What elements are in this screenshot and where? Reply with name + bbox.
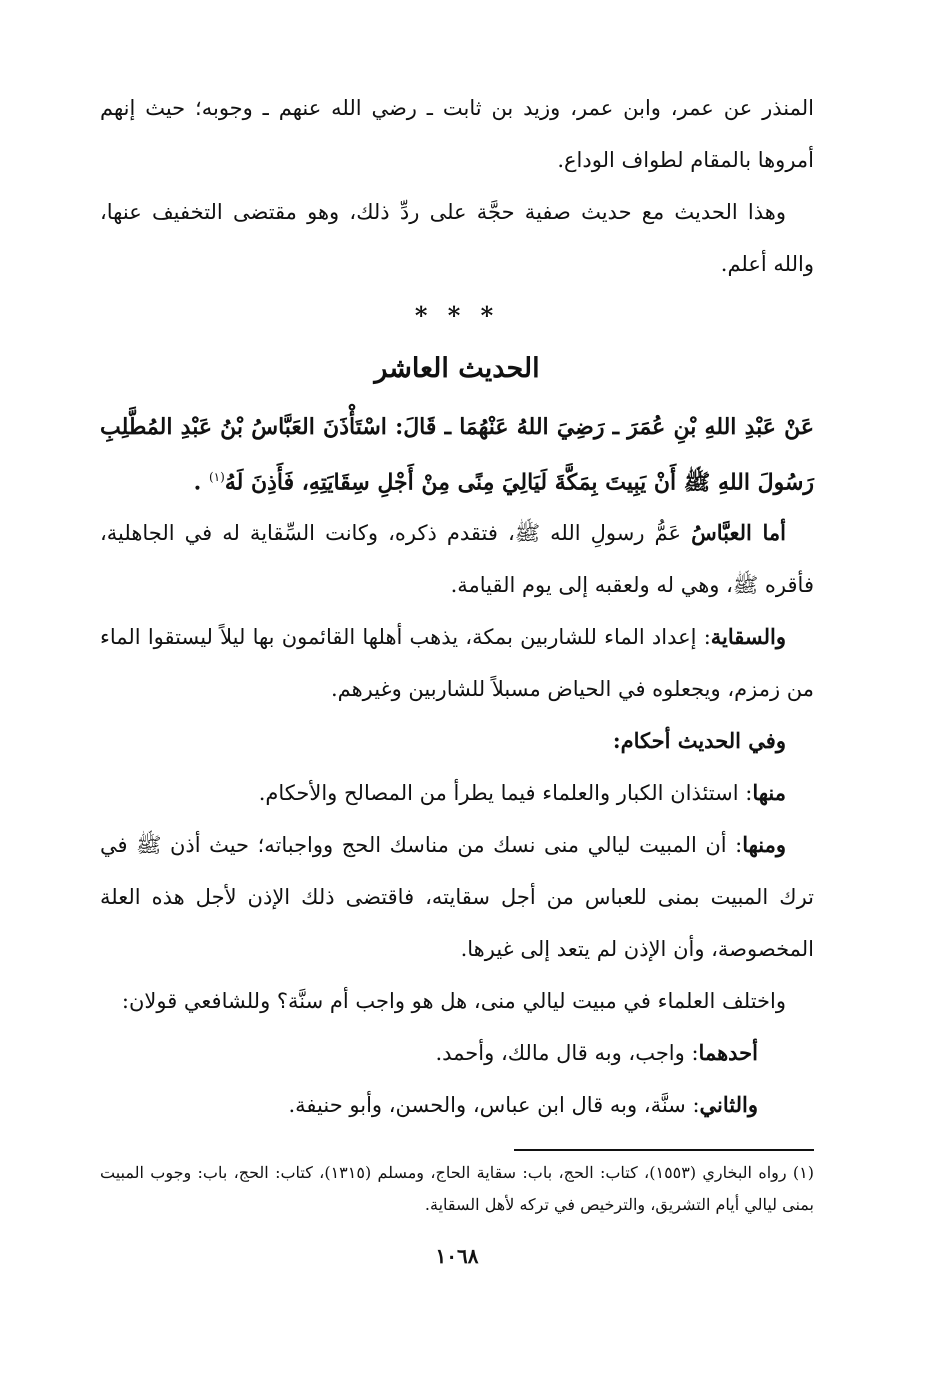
- hadith-end: .: [193, 469, 209, 496]
- footnote-divider: [514, 1149, 814, 1151]
- paragraph-abbas: [100, 507, 814, 611]
- paragraph-opinion-1: [100, 1027, 814, 1079]
- paragraph-safiyya: وهذا الحديث مع حديث صفية حجَّة على ردِّ ذلك، وهو مقتضى التخفيف عنها، والله أعلم.: [100, 200, 814, 276]
- section-separator: * * *: [414, 301, 500, 330]
- siqaya-rest: : إعداد الماء للشاربين بمكة، يذهب أهلها القائمون بها ليلاً ليستقوا الماء من زمزم، ويجعلوه في الحياض مسبلاً للشاربين وغيرهم.: [100, 625, 814, 702]
- document-page: [100, 82, 814, 1271]
- opinion1-rest: : واجب، وبه قال مالك، وأحمد.: [435, 1041, 699, 1066]
- siqaya-lead: والسقاية: [710, 624, 786, 650]
- paragraph-ruling-1: [100, 767, 814, 819]
- footnote-marker: (١): [208, 470, 225, 484]
- ruling2-lead: ومنها: [742, 832, 786, 858]
- opinion1-lead: أحدهما: [698, 1040, 758, 1066]
- ruling1-lead: منها: [752, 780, 786, 806]
- hadith-body: عَنْ عَبْدِ اللهِ بْنِ عُمَرَ ـ رَضِيَ اللهُ عَنْهُمَا ـ قَالَ: اسْتَأْذَنَ العَبَّاسُ بْنُ عَبْدِ المُطَّلِبِ رَسُولَ اللهِ ﷺ أَنْ يَبِيتَ بِمَكَّةَ لَيَالِيَ مِنًى مِنْ أَجْلِ سِقَايَتِهِ، فَأَذِنَ لَهُ: [100, 414, 814, 496]
- abbas-rest: عَمُّ رسولِ الله ﷺ، فتقدم ذكره، وكانت السِّقاية له في الجاهلية، فأقره ﷺ، وهي له ولعقبه إلى يوم القيامة.: [100, 521, 814, 598]
- page-number: ١٠٦٨: [435, 1244, 479, 1269]
- hadith-heading: الحديث العاشر: [374, 353, 540, 384]
- hadith-text: [100, 402, 814, 507]
- opinion2-rest: : سنَّة، وبه قال ابن عباس، والحسن، وأبو حنيفة.: [288, 1093, 700, 1118]
- paragraph-continuation: المنذر عن عمر، وابن عمر، وزيد بن ثابت ـ رضي الله عنهم ـ وجوبه؛ حيث إنهم أمروها بالمقام لطواف الوداع.: [100, 96, 814, 172]
- paragraph-siqaya: [100, 611, 814, 715]
- ahkam-title: وفي الحديث أحكام:: [612, 728, 786, 754]
- paragraph-ruling-2: [100, 819, 814, 975]
- opinion2-lead: والثاني: [699, 1092, 758, 1118]
- paragraph-opinion-2: [100, 1079, 814, 1131]
- footnote-text: (١) رواه البخاري (١٥٥٣)، كتاب: الحج، باب: سقاية الحاج، ومسلم (١٣١٥)، كتاب: الحج، باب: وجوب المبيت بمنى ليالي أيام التشريق، والترخيص في تركه لأهل السقاية.: [100, 1163, 815, 1215]
- ruling1-rest: : استئذان الكبار والعلماء فيما يطرأ من المصالح والأحكام.: [258, 781, 753, 806]
- paragraph-ikhtilaf: واختلف العلماء في مبيت ليالي منى، هل هو واجب أم سنَّة؟ وللشافعي قولان:: [121, 989, 786, 1014]
- abbas-lead: أما العبَّاسُ: [691, 520, 786, 546]
- ruling2-rest: : أن المبيت ليالي منى نسك من مناسك الحج وواجباته؛ حيث أذن ﷺ في ترك المبيت بمنى للعباس من أجل سقايته، فاقتضى ذلك الإذن لأجل هذه العلة المخصوصة، وأن الإذن لم يتعد إلى غيرها.: [100, 833, 814, 962]
